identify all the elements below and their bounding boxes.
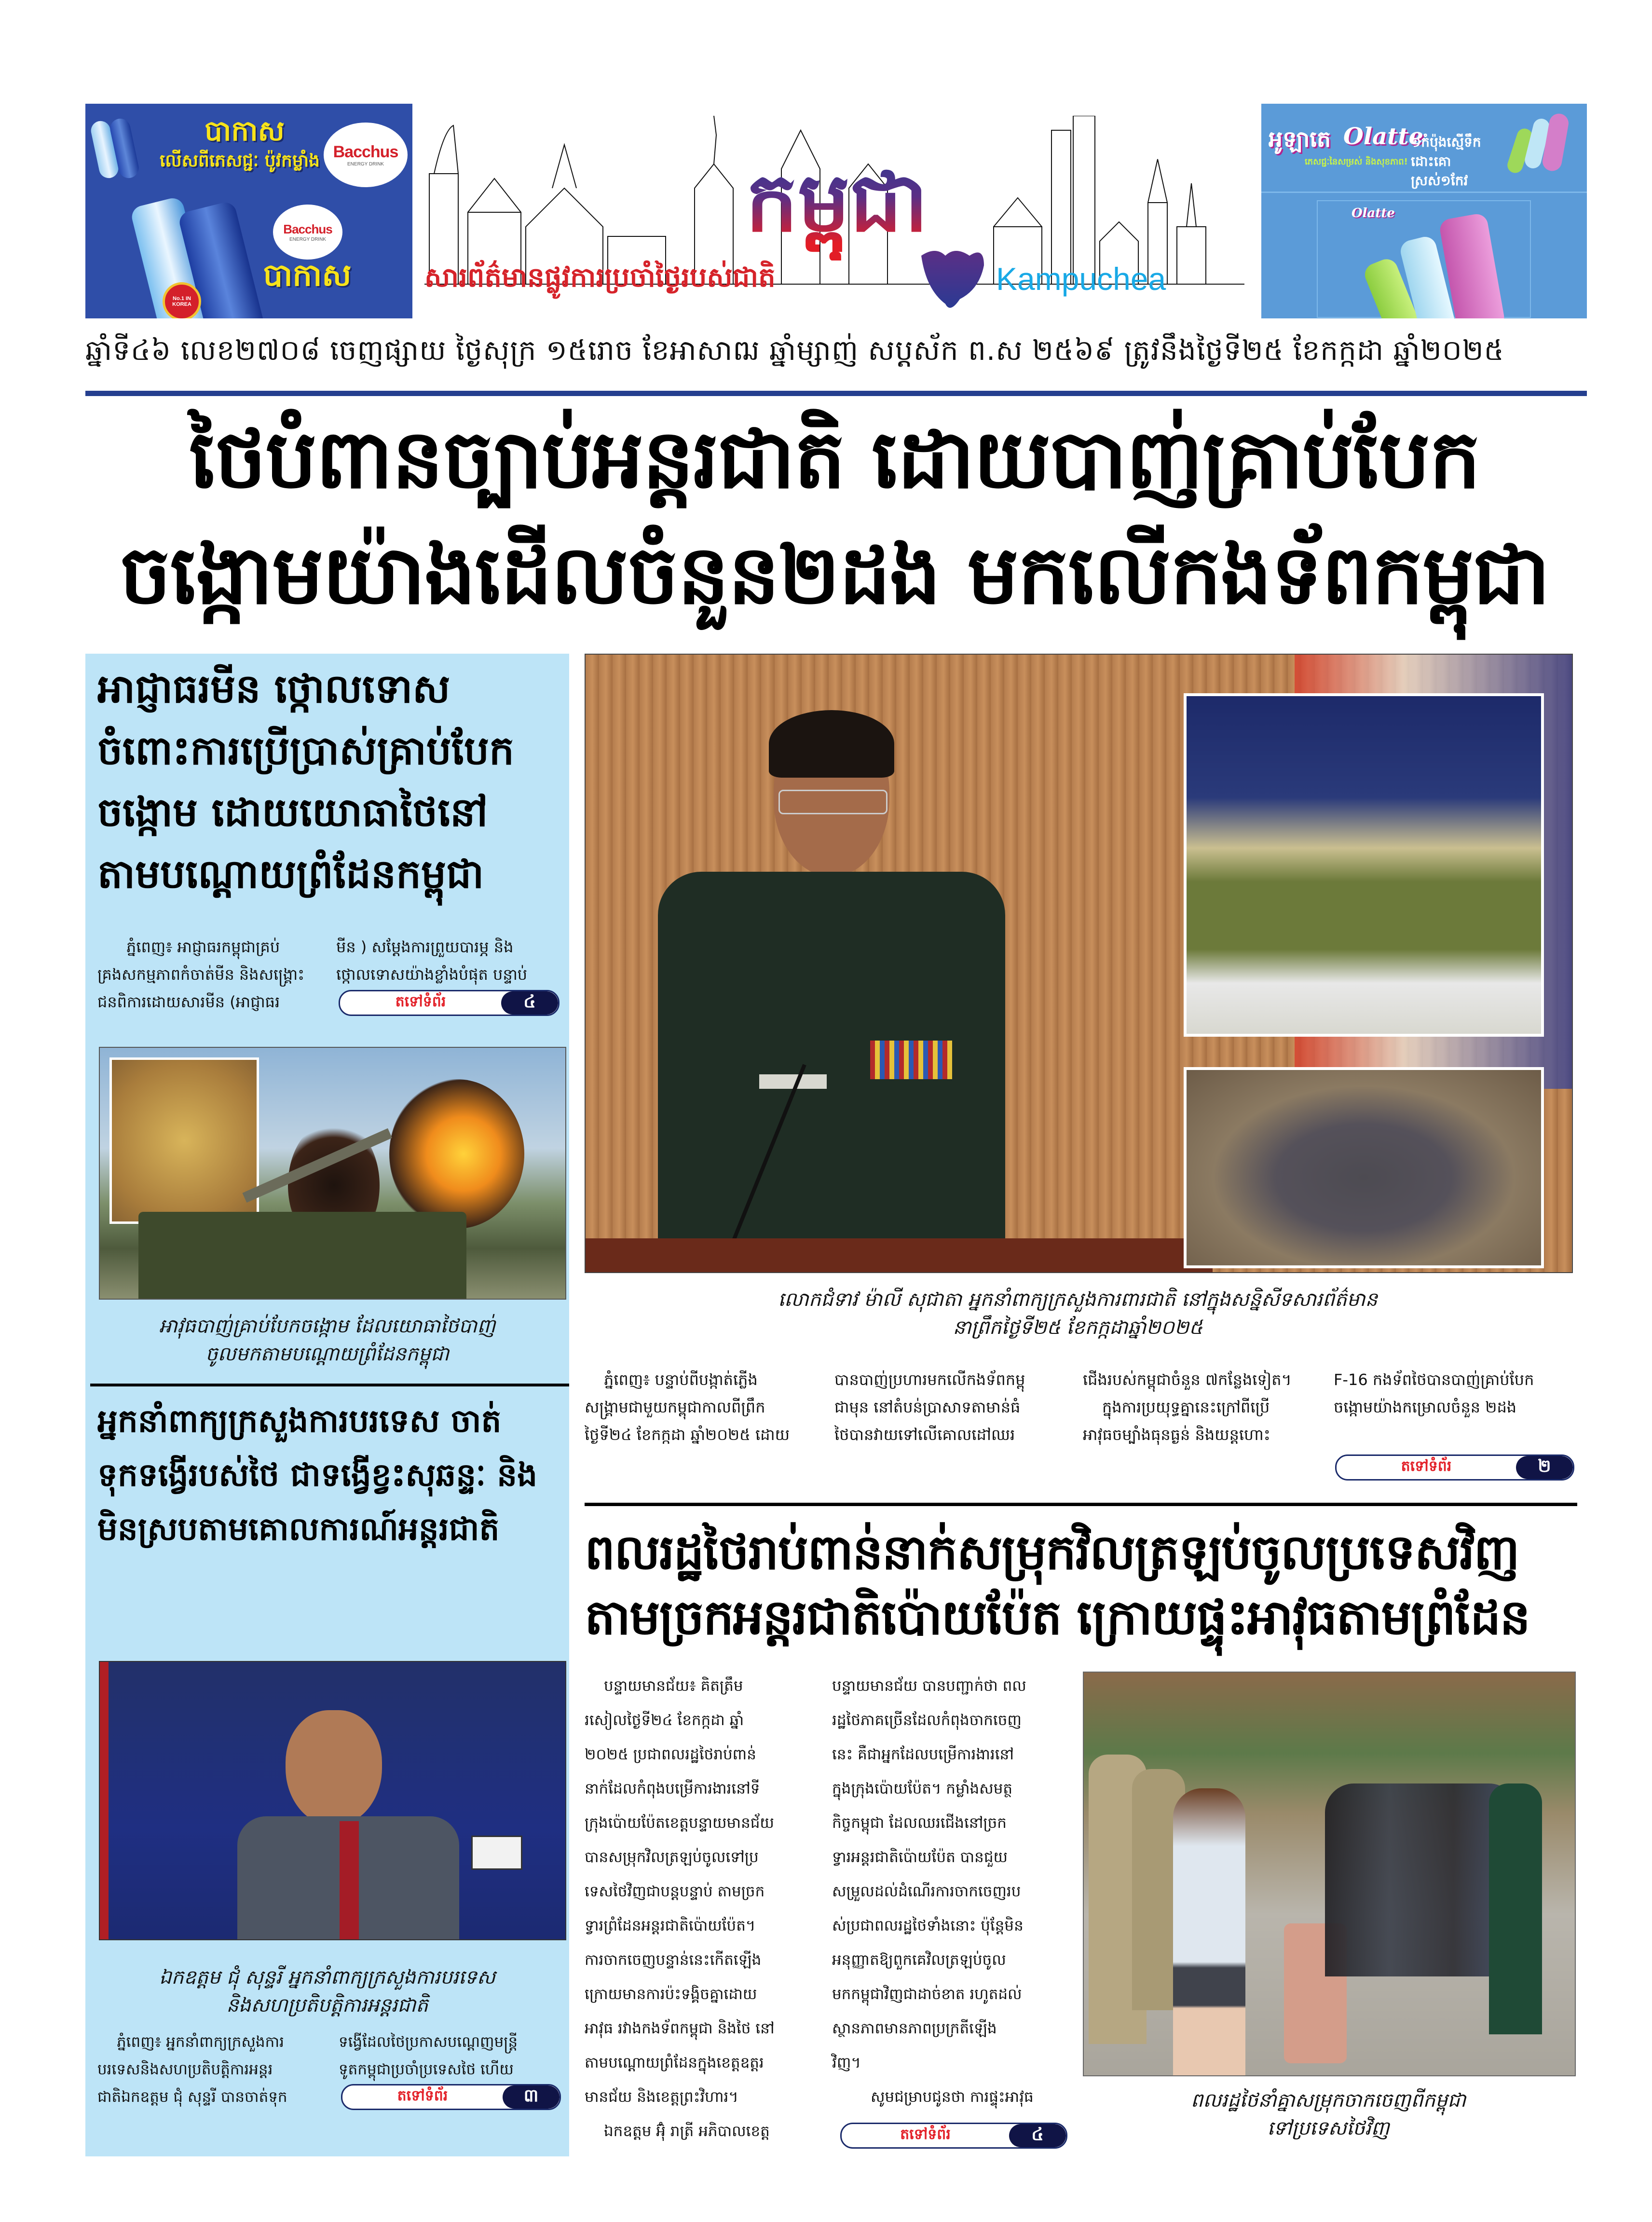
section-divider [585,1503,1577,1506]
header-divider [85,391,1587,396]
masthead-latin-name: Kampuchea [996,261,1166,297]
main-headline-line: ចង្កោមយ៉ាងដើលចំនួន២ដង មកលើកងទ័ពកម្ពុជា [120,528,1549,622]
story1-body: ភ្នំពេញ៖ អាជ្ញាធរកម្ពុជាគ្រប់ គ្រងសកម្មភាពកំចាត់មីន និងសង្គ្រោះ ជនពិការដោយសារមីន (អាជ្ញាធរ [97,938,305,1011]
olatte-advertisement[interactable] [1261,104,1587,318]
spokesman-photo-caption: ឯកឧត្តម ជុំ សុន្ទរី អ្នកនាំពាក្យក្រសួងការបរទេស និងសហប្រតិបត្តិការអន្តរជាតិ [159,1966,495,2016]
officer-glasses [778,790,887,814]
main-story-column: F-16 កងទ័ពថៃបានបាញ់គ្រាប់បែក ចង្កោមយ៉ាងកម្រោលចំនួន ២ដង [1334,1371,1534,1416]
story2-body: ភ្នំពេញ៖ អ្នកនាំពាក្យក្រសួងការ បរទេសនិងសហប្រតិបត្តិការអន្តរ ជាតិឯកឧត្តម ជុំ សុន្ទរី បានចាត់ទុក [97,2033,287,2106]
second-story-headline[interactable]: ពលរដ្ឋថៃរាប់ពាន់នាក់សម្រុកវិលត្រឡប់ចូលប្រទេសវិញ តាមច្រកអន្តរជាតិប៉ោយប៉ែត ក្រោយផ្ទុះអាវុធតាមព្រំដែន [585,1524,1529,1646]
story2-headline[interactable]: អ្នកនាំពាក្យក្រសួងការបរទេស ចាត់ ទុកទង្វើរបស់ថៃ ជាទង្វើខ្វះសុឆន្ទៈ និង មិនស្របតាមគោលការណ៍អន្តរជាតិ [97,1402,538,1548]
bacchus-advertisement[interactable] [85,104,412,318]
podium [586,1238,1213,1272]
ad-slogan: ភេសជ្ជៈនៃសម្រស់ និងសុខភាព! [1305,157,1408,167]
artillery-photo[interactable] [99,1047,566,1300]
officer-uniform [658,872,1005,1267]
border-crossing-photo[interactable] [1083,1672,1576,2076]
ad-tagline: ១កំប៉ុងស្មើទឹកដោះគោស្រស់១កែវ [1411,134,1481,189]
ad-brand-logo: Olatte [1352,206,1395,220]
traveler-figure [1173,1788,1245,2076]
story1-headline[interactable]: អាជ្ញាធរមីន ថ្កោលទោស ចំពោះការប្រើប្រាស់គ្រាប់បែក ចង្កោម ដោយយោធាថៃនៅ តាមបណ្តោយព្រំដែនកម្ពុជា [97,666,515,897]
main-headline-line: ថៃបំពានច្បាប់អន្តរជាតិ ដោយបាញ់គ្រាប់បែក [189,412,1480,507]
ad-brand-khmer: អូឡាតេ [1269,126,1331,152]
cluster-munitions-inset-photo [109,1057,259,1224]
bacchus-logo: Bacchus ENERGY DRINK [276,207,340,257]
section-divider [90,1384,569,1386]
unexploded-bomblets-inset-photo[interactable] [1184,1067,1544,1268]
continue-page-button[interactable]: តទៅទំព័រ ៤ [840,2123,1067,2149]
explosion [389,1079,524,1229]
speaker-head [286,1710,382,1826]
issue-dateline: ឆ្នាំទី៤៦ លេខ២៧០៨ ចេញផ្សាយ ថ្ងៃសុក្រ ១៥រោច ខែអាសាឍ ឆ្នាំម្សាញ់ សប្តស័ក ព.ស ២៥៦៩ ត្រូវនឹងថ្ងៃទី២៥ ខែកក្កដា ឆ្នាំ២០២៥ [85,334,1504,367]
main-photo-caption: លោកជំទាវ ម៉ាលី សុជាតា អ្នកនាំពាក្យក្រសួងការពារជាតិ នៅក្នុងសន្និសីទសារព័ត៌មាន នាព្រឹកថ្ងៃទី២៥ ខែកក្កដាឆ្នាំ២០២៥ [778,1289,1378,1339]
cluster-bomb-inset-photo[interactable] [1184,693,1544,1037]
border-crossing-photo-caption: ពលរដ្ឋថៃនាំគ្នាសម្រុកចាកចេញពីកម្ពុជា ទៅប្រទេសថៃវិញ [1190,2089,1466,2140]
speaker-tie [340,1821,359,1939]
medal-ribbons [870,1041,952,1079]
ad-title: បាកាស [205,114,285,147]
curtain [100,1662,109,1939]
kampuchea-emblem-icon [916,246,989,314]
ad-slogan: លើសពីភេសជ្ជៈ ប៉ូវកម្លាំង [159,151,320,171]
story2-body: ទង្វើដែលថៃប្រកាសបណ្តេញមន្រ្តី ទូតកម្ពុជាប្រចាំប្រទេសថៃ ហើយ [339,2033,518,2078]
newspaper-logo: កម្ពុជា [670,145,1003,261]
masthead-tagline: សារព័ត៌មានផ្លូវការប្រចាំថ្ងៃរបស់ជាតិ [424,262,776,293]
spokesman-photo[interactable] [99,1661,566,1940]
main-story-column: ភ្នំពេញ៖ បន្ទាប់ពីបង្កាត់ភ្លើង សង្គ្រាមជាមួយកម្ពុជាកាលពីព្រឹក ថ្ងៃទី២៤ ខែកក្កដា ឆ្នាំ២០២៥ ដោយ [585,1371,790,1444]
officer-figure [1489,1783,1542,2034]
no1-badge: No.1 IN KOREA [163,282,201,318]
main-story-column: ជើងរបស់កម្ពុជាចំនួន ៧កន្លែងទៀត។ ក្នុងការប្រយុទ្ធគ្នានេះក្រៅពីប្រើ អាវុធចម្បាំងធុនធ្ងន់ និងយន្តហោះ [1083,1371,1292,1444]
main-headline[interactable] [77,401,1592,633]
second-story-column: បន្ទាយមានជ័យ បានបញ្ជាក់ថា ពល រដ្ឋថៃភាគច្រើនដែលកំពុងចាកចេញ នេះ គឺជាអ្នកដែលបម្រើការងារនៅ ក្នុងក្រុងប៉ោយប៉ែត។ កម្លាំងសមត្ថ កិច្ចកម្ពុជា ដែលឈរជើងនៅច្រក ទ្វារអន្តរជាតិប៉ោយប៉ែត បានជួយ សម្រួលដល់ដំណើរការចាកចេញរប ស់ប្រជាពលរដ្ឋថៃទាំងនោះ ប៉ុន្តែមិន អនុញ្ញាតឱ្យពួកគេវិលត្រឡប់ចូល មកកម្ពុជាវិញជាដាច់ខាត រហូតដល់ ស្ថានភាពមានភាពប្រក្រតីឡើង វិញ។ សូមជម្រាបជូនថា ការផ្ទុះអាវុធ [832,1677,1034,2106]
howitzer-truck [138,1212,466,1299]
continue-page-button[interactable]: តទៅទំព័រ ៤ [339,990,560,1016]
ad-brand-logo: Olatte [1343,123,1424,150]
ad-title-bottom: បាកាស [263,258,352,293]
bacchus-logo: Bacchus ENERGY DRINK [327,125,405,184]
officer-hair [769,710,894,778]
spokeswoman-press-conference-photo[interactable] [585,654,1573,1273]
microphone [471,1836,522,1870]
second-story-column: បន្ទាយមានជ័យ៖ គិតត្រឹម រសៀលថ្ងៃទី២៤ ខែកក្កដា ឆ្នាំ ២០២៥ ប្រជាពលរដ្ឋថៃរាប់ពាន់ នាក់ដែលកំពុងបម្រើការងារនៅទី ក្រុងប៉ោយប៉ែតខេត្តបន្ទាយមានជ័យ បានសម្រុកវិលត្រឡប់ចូលទៅប្រ ទេសថៃវិញជាបន្តបន្ទាប់ តាមច្រក ទ្វារព្រំដែនអន្តរជាតិប៉ោយប៉ែត។ ការចាកចេញបន្ទាន់នេះកើតឡើង ក្រោយមានការប៉ះទង្គិចគ្នាដោយ អាវុធ រវាងកងទ័ពកម្ពុជា និងថៃ នៅ តាមបណ្តោយព្រំដែនក្នុងខេត្តឧត្តរ មានជ័យ និងខេត្តព្រះវិហារ។ ឯកឧត្តម អ៊ុំ រាត្រី អភិបាលខេត្ត [585,1677,775,2140]
continue-page-button[interactable]: តទៅទំព័រ ២ [1335,1454,1574,1481]
main-story-column: បានបាញ់ប្រហារមកលើកងទ័ពកម្ពុ ជាមុន នៅតំបន់ប្រាសាទតាមាន់ធំ ថៃបានវាយទៅលើគោលដៅឈរ [834,1371,1025,1444]
artillery-photo-caption: អាវុធបាញ់គ្រាប់បែកចង្កោម ដែលយោធាថៃបាញ់ ចូលមកតាមបណ្តោយព្រំដែនកម្ពុជា [159,1315,496,1365]
left-sidebar [85,654,569,2156]
continue-page-button[interactable]: តទៅទំព័រ ៣ [341,2084,561,2110]
story1-body: មីន ) សម្តែងការព្រួយបារម្ភ និង ថ្កោលទោសយ៉ាងខ្លាំងបំផុត បន្ទាប់ [336,938,528,984]
